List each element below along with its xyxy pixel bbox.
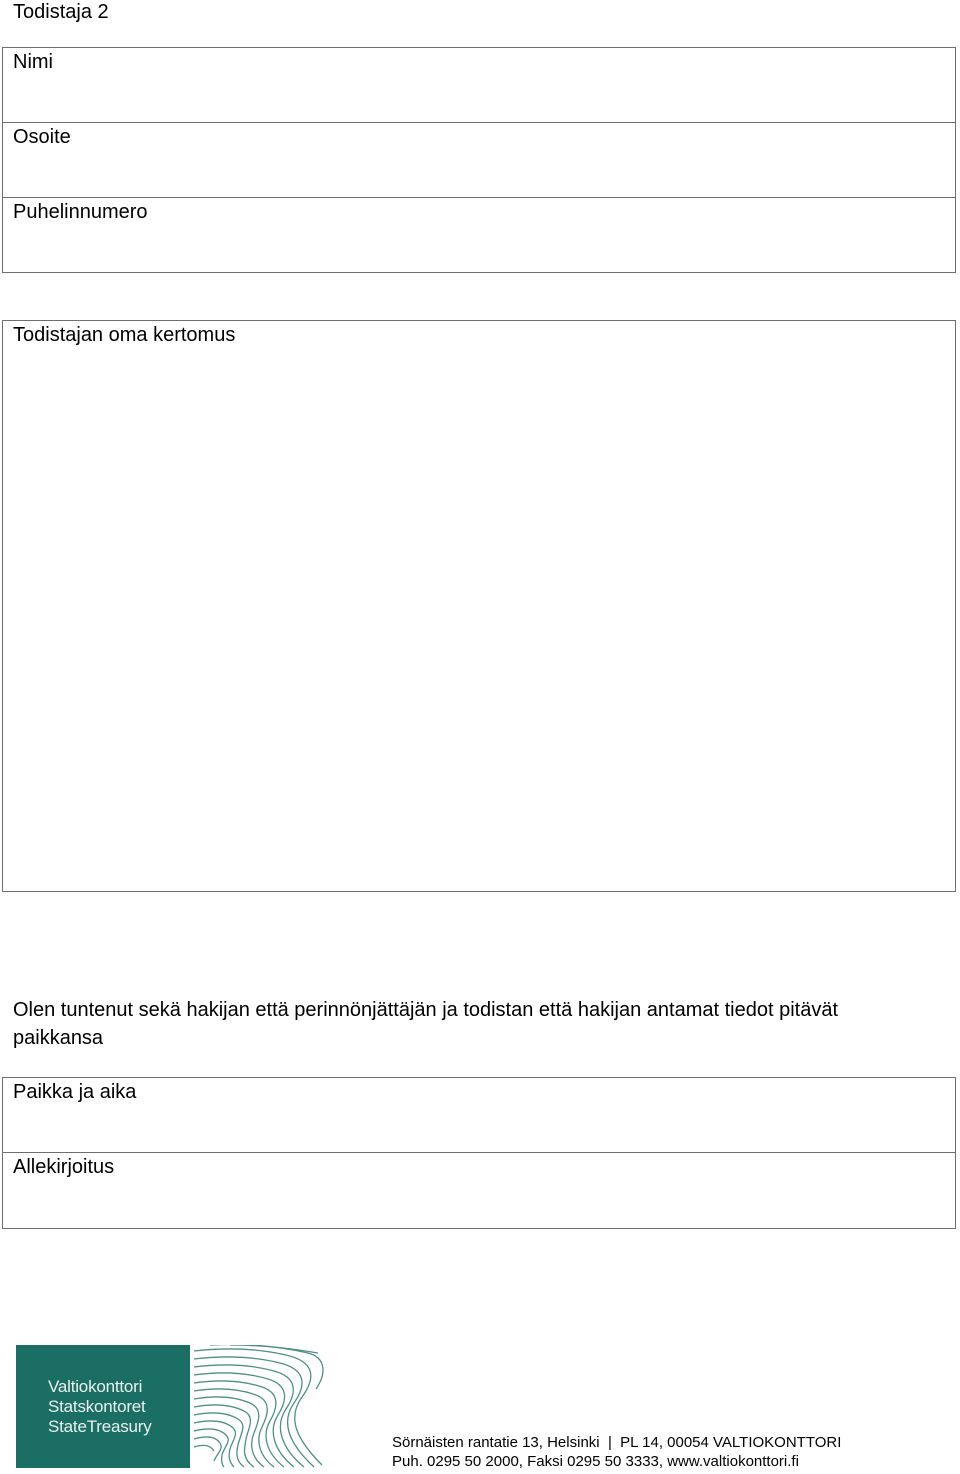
name-label: Nimi (13, 51, 53, 73)
signature-label: Allekirjoitus (13, 1156, 115, 1178)
logo-block (16, 1345, 190, 1468)
witness-story-box (2, 320, 956, 892)
footer-address-line-1: Sörnäisten rantatie 13, Helsinki | PL 14, 00054 VALTIOKONTTORI (392, 1434, 842, 1451)
name-field[interactable] (3, 48, 955, 123)
place-date-label: Paikka ja aika (13, 1081, 137, 1103)
footer-address-line-2: Puh. 0295 50 2000, Faksi 0295 50 3333, www.valtiokonttori.fi (392, 1453, 799, 1470)
footer-address (392, 1433, 841, 1471)
signature-field[interactable] (3, 1153, 955, 1228)
logo-line-1: Valtiokonttori (48, 1377, 143, 1396)
witness-statement: Olen tuntenut sekä hakijan että perinnönjättäjän ja todistan että hakijan antamat tiedot pitävät paikkansa (13, 999, 838, 1049)
logo-line-3: StateTreasury (48, 1417, 152, 1436)
phone-label: Puhelinnumero (13, 201, 148, 223)
witness-contact-box (2, 47, 956, 273)
valtiokonttori-logo (16, 1345, 328, 1468)
phone-field[interactable] (3, 198, 955, 273)
witness-heading: Todistaja 2 (13, 1, 109, 23)
story-field[interactable] (3, 321, 955, 891)
address-field[interactable] (3, 123, 955, 198)
address-label: Osoite (13, 126, 71, 148)
signature-box (2, 1077, 956, 1229)
place-date-field[interactable] (3, 1078, 955, 1153)
story-label: Todistajan oma kertomus (13, 324, 236, 346)
logo-wave-graphic (190, 1345, 328, 1468)
logo-line-2: Statskontoret (48, 1397, 146, 1416)
